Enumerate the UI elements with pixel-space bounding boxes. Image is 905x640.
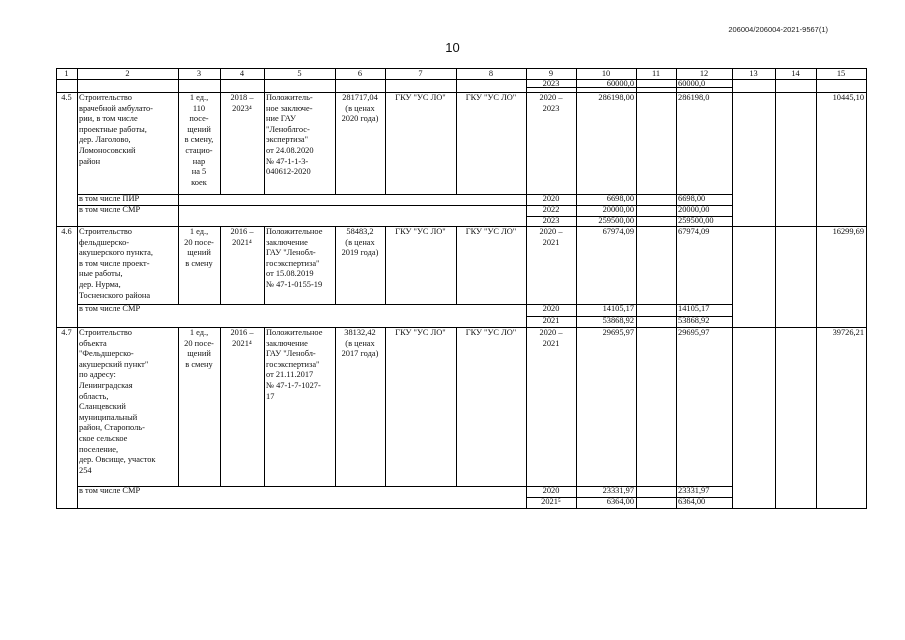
- r45-cost: [337, 93, 383, 125]
- r47-period-line: 2021⁴: [232, 338, 252, 348]
- r46-sub-col10: 53868,92: [602, 316, 634, 325]
- column-header-10: 10: [601, 68, 611, 78]
- r45-expertise-line: от 24.08.2020: [266, 145, 314, 155]
- table-rule-v: [220, 68, 221, 194]
- table-rule-v: [220, 327, 221, 486]
- r45-expertise-line: 040612-2020: [266, 167, 311, 177]
- carryover-year: 2023: [542, 78, 560, 88]
- r47-name-line: по адресу:: [79, 370, 116, 380]
- r45-name-line: дер. Лаголово,: [79, 135, 131, 145]
- r47-sub-col10: 23331,97: [602, 486, 634, 495]
- r45-expertise-line: ное заключе-: [266, 103, 313, 113]
- r45-sub-label: в том числе СМР: [79, 205, 141, 214]
- r46-years: [528, 227, 574, 248]
- r47-period-line: 2016 –: [230, 328, 254, 337]
- r45-capacity-line: в смену,: [184, 135, 214, 145]
- r45-capacity-line: нар: [192, 156, 206, 166]
- column-header-5: 5: [297, 68, 302, 78]
- r47-name-line: "Фельдшерско-: [79, 349, 134, 359]
- r47-customer: ГКУ "УС ЛО": [395, 328, 446, 337]
- table-rule-v: [636, 68, 637, 508]
- r47-years-line: 2021: [542, 338, 560, 348]
- r46-expertise-line: Положительное: [266, 227, 323, 236]
- table-rule-v: [526, 68, 527, 508]
- r46-expertise-line: от 15.08.2019: [266, 269, 314, 279]
- r45-capacity-line: 110: [192, 103, 206, 113]
- column-header-11: 11: [651, 68, 661, 78]
- table-rule-v: [56, 68, 57, 508]
- r45-name-line: проектные работы,: [79, 124, 147, 134]
- table-rule-v: [676, 68, 677, 508]
- table-rule-v: [178, 327, 179, 486]
- r46-capacity-line: 20 посе-: [184, 237, 214, 247]
- r45-name-line: Ломоносовский: [79, 145, 136, 155]
- r47-name-line: дер. Овсище, участок: [79, 455, 156, 465]
- r47-col15: 39726,21: [832, 328, 864, 337]
- r45-cost-line: (в ценах: [345, 103, 375, 113]
- table-rule-v: [816, 68, 817, 508]
- r45-sub-year: 2022: [542, 205, 560, 214]
- r45-capacity-line: посе-: [189, 114, 209, 124]
- table-rule-v: [220, 226, 221, 304]
- r47-name-line: муниципальный: [79, 412, 138, 422]
- r45-expertise-line: ние ГАУ: [266, 114, 296, 124]
- table-rule-v: [178, 226, 179, 304]
- r45-capacity: [180, 93, 218, 188]
- r46-capacity-line: в смену: [185, 258, 213, 268]
- r47-name-line: район, Старополь-: [79, 423, 145, 433]
- r45-sub-col12: 259500,00: [678, 216, 714, 225]
- r47-name-line: поселение,: [79, 444, 119, 454]
- r45-capacity-line: коек: [191, 177, 207, 187]
- r47-cost-line: 2017 года): [341, 349, 379, 359]
- r45-expertise: [266, 93, 333, 178]
- r45-period-line: 2023⁴: [232, 103, 252, 113]
- r47-expertise-line: 17: [266, 391, 275, 401]
- table-rule-v: [264, 327, 265, 486]
- r45-cost-line: 2020 года): [341, 114, 379, 124]
- r46-sub-year: 2021: [542, 316, 560, 325]
- table-rule-v: [775, 68, 776, 508]
- r46-cost-line: (в ценах: [345, 237, 375, 247]
- r47-col12: 29695,97: [678, 328, 710, 337]
- r45-sub-col10: 259500,00: [598, 216, 634, 225]
- r46-period-line: 2016 –: [230, 227, 254, 236]
- r47-num: 4.7: [61, 328, 72, 337]
- r45-years-line: 2023: [542, 103, 560, 113]
- table-rule-v: [456, 327, 457, 486]
- r47-builder: ГКУ "УС ЛО": [465, 328, 517, 337]
- r46-name-line: Строительство: [79, 227, 132, 236]
- r47-sub-col12: 6364,00: [678, 497, 706, 506]
- r47-expertise-line: заключение: [266, 338, 308, 348]
- r46-expertise-line: № 47-1-0155-19: [266, 279, 323, 289]
- r47-cost-line: (в ценах: [345, 338, 375, 348]
- r47-capacity-line: щений: [187, 349, 211, 359]
- r46-name-line: в том числе проект-: [79, 258, 150, 268]
- r45-col10: 286198,00: [598, 93, 634, 102]
- table-rule-v: [576, 68, 577, 508]
- r45-expertise-line: "Леноблгос-: [266, 124, 310, 134]
- r47-name-line: объекта: [79, 338, 107, 348]
- column-header-13: 13: [749, 68, 758, 78]
- r47-expertise-line: госэкспертиза": [266, 359, 320, 369]
- r45-capacity-line: 1 ед.,: [189, 93, 209, 102]
- r45-col12: 286198,0: [678, 93, 710, 102]
- r46-col10: 67974,09: [602, 227, 634, 236]
- column-header-15: 15: [836, 68, 846, 78]
- table-rule-v: [264, 68, 265, 194]
- r45-sub-col10: 20000,00: [602, 205, 634, 214]
- r46-cost: [337, 227, 383, 259]
- r47-name-line: Строительство: [79, 328, 132, 337]
- r45-name: [79, 93, 176, 167]
- r45-expertise-line: № 47-1-1-3-: [266, 156, 309, 166]
- r46-customer: ГКУ "УС ЛО": [395, 227, 446, 236]
- r46-capacity-line: щений: [187, 248, 211, 258]
- document-stamp: 206004/206004-2021-9567(1): [728, 25, 828, 34]
- r46-name-line: фельдшерско-: [79, 237, 130, 247]
- r47-expertise-line: Положительное: [266, 328, 323, 337]
- carryover-col10: 60000,0: [606, 78, 634, 88]
- r47-expertise-line: от 21.11.2017: [266, 370, 314, 380]
- r47-capacity-line: 20 посе-: [184, 338, 214, 348]
- r45-expertise-line: Положитель-: [266, 93, 313, 102]
- r46-period-line: 2021⁴: [232, 237, 252, 247]
- r45-sub-col12: 20000,00: [678, 205, 710, 214]
- r46-expertise-line: госэкспертиза": [266, 258, 320, 268]
- r45-sub-col10: 6698,00: [606, 194, 634, 203]
- carryover-col12: 60000,0: [678, 78, 706, 88]
- r45-builder: ГКУ "УС ЛО": [465, 93, 517, 102]
- r46-sub-col12: 53868,92: [678, 316, 710, 325]
- table-rule-v: [385, 226, 386, 304]
- r45-capacity-line: стацио-: [185, 145, 213, 155]
- r46-years-line: 2021: [542, 237, 560, 247]
- r47-name-line: область,: [79, 391, 109, 401]
- r47-name: [79, 328, 176, 476]
- r47-expertise-line: ГАУ "Ленобл-: [266, 349, 316, 359]
- r45-period: [222, 93, 262, 114]
- r45-cost-line: 281717,04: [342, 93, 378, 102]
- r46-col12: 67974,09: [678, 227, 710, 236]
- r45-capacity-line: на 5: [191, 167, 207, 177]
- column-header-9: 9: [548, 68, 554, 78]
- r47-sub-label: в том числе СМР: [79, 486, 141, 495]
- r46-expertise-line: заключение: [266, 237, 308, 247]
- r45-name-line: врачебной амбулато-: [79, 103, 153, 113]
- table-rule-v: [456, 226, 457, 304]
- r46-num: 4.6: [61, 227, 72, 236]
- r46-name-line: Тосненского района: [79, 290, 151, 300]
- r47-sub-year: 2021⁵: [541, 497, 561, 506]
- column-header-14: 14: [791, 68, 800, 78]
- r46-expertise-line: ГАУ "Ленобл-: [266, 248, 316, 258]
- r45-period-line: 2018 –: [230, 93, 254, 102]
- r45-capacity-line: щений: [187, 124, 211, 134]
- r46-capacity-line: 1 ед.,: [189, 227, 209, 236]
- table-rule-v: [385, 327, 386, 486]
- column-header-8: 8: [488, 68, 494, 78]
- r46-sub-year: 2020: [542, 304, 560, 313]
- column-header-2: 2: [125, 68, 130, 78]
- r46-expertise: [266, 227, 333, 291]
- r46-sub-col12: 14105,17: [678, 304, 710, 313]
- r45-sub-year: 2023: [542, 216, 560, 225]
- column-header-7: 7: [418, 68, 423, 78]
- table-rule-v: [732, 68, 733, 508]
- r47-name-line: ское сельское: [79, 433, 128, 443]
- r47-expertise-line: № 47-1-7-1027-: [266, 380, 321, 390]
- r45-expertise-line: экспертиза": [266, 135, 309, 145]
- r45-years: [528, 93, 574, 114]
- r45-col15: 10445,10: [832, 93, 864, 102]
- r47-cost: [337, 328, 383, 360]
- r47-period: [222, 328, 262, 349]
- column-header-6: 6: [357, 68, 363, 78]
- r47-sub-year: 2020: [542, 486, 560, 495]
- r45-num: 4.5: [61, 93, 72, 102]
- table-rule-v: [335, 68, 336, 194]
- table-rule-v: [456, 68, 457, 194]
- r46-sub-col10: 14105,17: [602, 304, 634, 313]
- r45-sub-label: в том числе ПИР: [79, 194, 140, 203]
- r45-sub-col12: 6698,00: [678, 194, 706, 203]
- table-rule-h: [56, 508, 866, 509]
- r47-capacity-line: в смену: [185, 359, 213, 369]
- table-rule-v: [866, 68, 867, 509]
- r47-expertise: [266, 328, 333, 402]
- r46-cost-line: 2019 года): [341, 248, 379, 258]
- r45-sub-year: 2020: [542, 194, 560, 203]
- column-header-12: 12: [699, 68, 709, 78]
- table-rule-v: [264, 226, 265, 304]
- r46-years-line: 2020 –: [539, 227, 563, 236]
- r46-sub-label: в том числе СМР: [79, 304, 141, 313]
- r46-name-line: дер. Нурма,: [79, 279, 121, 289]
- r47-col10: 29695,97: [602, 328, 634, 337]
- r46-period: [222, 227, 262, 248]
- table-rule-v: [385, 68, 386, 194]
- r47-name-line: 254: [79, 465, 92, 475]
- r47-years-line: 2020 –: [539, 328, 563, 337]
- page-number: 10: [445, 40, 460, 55]
- r46-name-line: ные работы,: [79, 269, 123, 279]
- r45-name-line: район: [79, 156, 101, 166]
- r47-cost-line: 38132,42: [344, 328, 376, 337]
- r46-col15: 16299,69: [832, 227, 864, 236]
- r47-name-line: Сланцевский: [79, 402, 126, 412]
- table-rule-v: [335, 226, 336, 304]
- r47-years: [528, 328, 574, 349]
- r47-sub-col12: 23331,97: [678, 486, 710, 495]
- r46-builder: ГКУ "УС ЛО": [465, 227, 517, 236]
- column-header-1: 1: [64, 68, 69, 78]
- table-rule-v: [335, 327, 336, 486]
- r46-name: [79, 227, 176, 301]
- r46-capacity: [180, 227, 218, 269]
- r47-name-line: Ленинградская: [79, 380, 133, 390]
- r47-sub-col10: 6364,00: [606, 497, 634, 506]
- r47-name-line: акушерский пункт": [79, 359, 149, 369]
- r47-capacity-line: 1 ед.,: [189, 328, 209, 337]
- r45-years-line: 2020 –: [539, 93, 563, 102]
- r47-capacity: [180, 328, 218, 370]
- column-header-3: 3: [196, 68, 202, 78]
- r46-cost-line: 58483,2: [346, 227, 374, 236]
- table-rule-v: [77, 68, 78, 508]
- column-header-4: 4: [239, 68, 245, 78]
- r45-name-line: Строительство: [79, 93, 132, 102]
- r45-name-line: рии, в том числе: [79, 114, 138, 124]
- table-rule-v: [178, 68, 179, 194]
- r45-customer: ГКУ "УС ЛО": [395, 93, 446, 102]
- r46-name-line: акушерского пункта,: [79, 248, 153, 258]
